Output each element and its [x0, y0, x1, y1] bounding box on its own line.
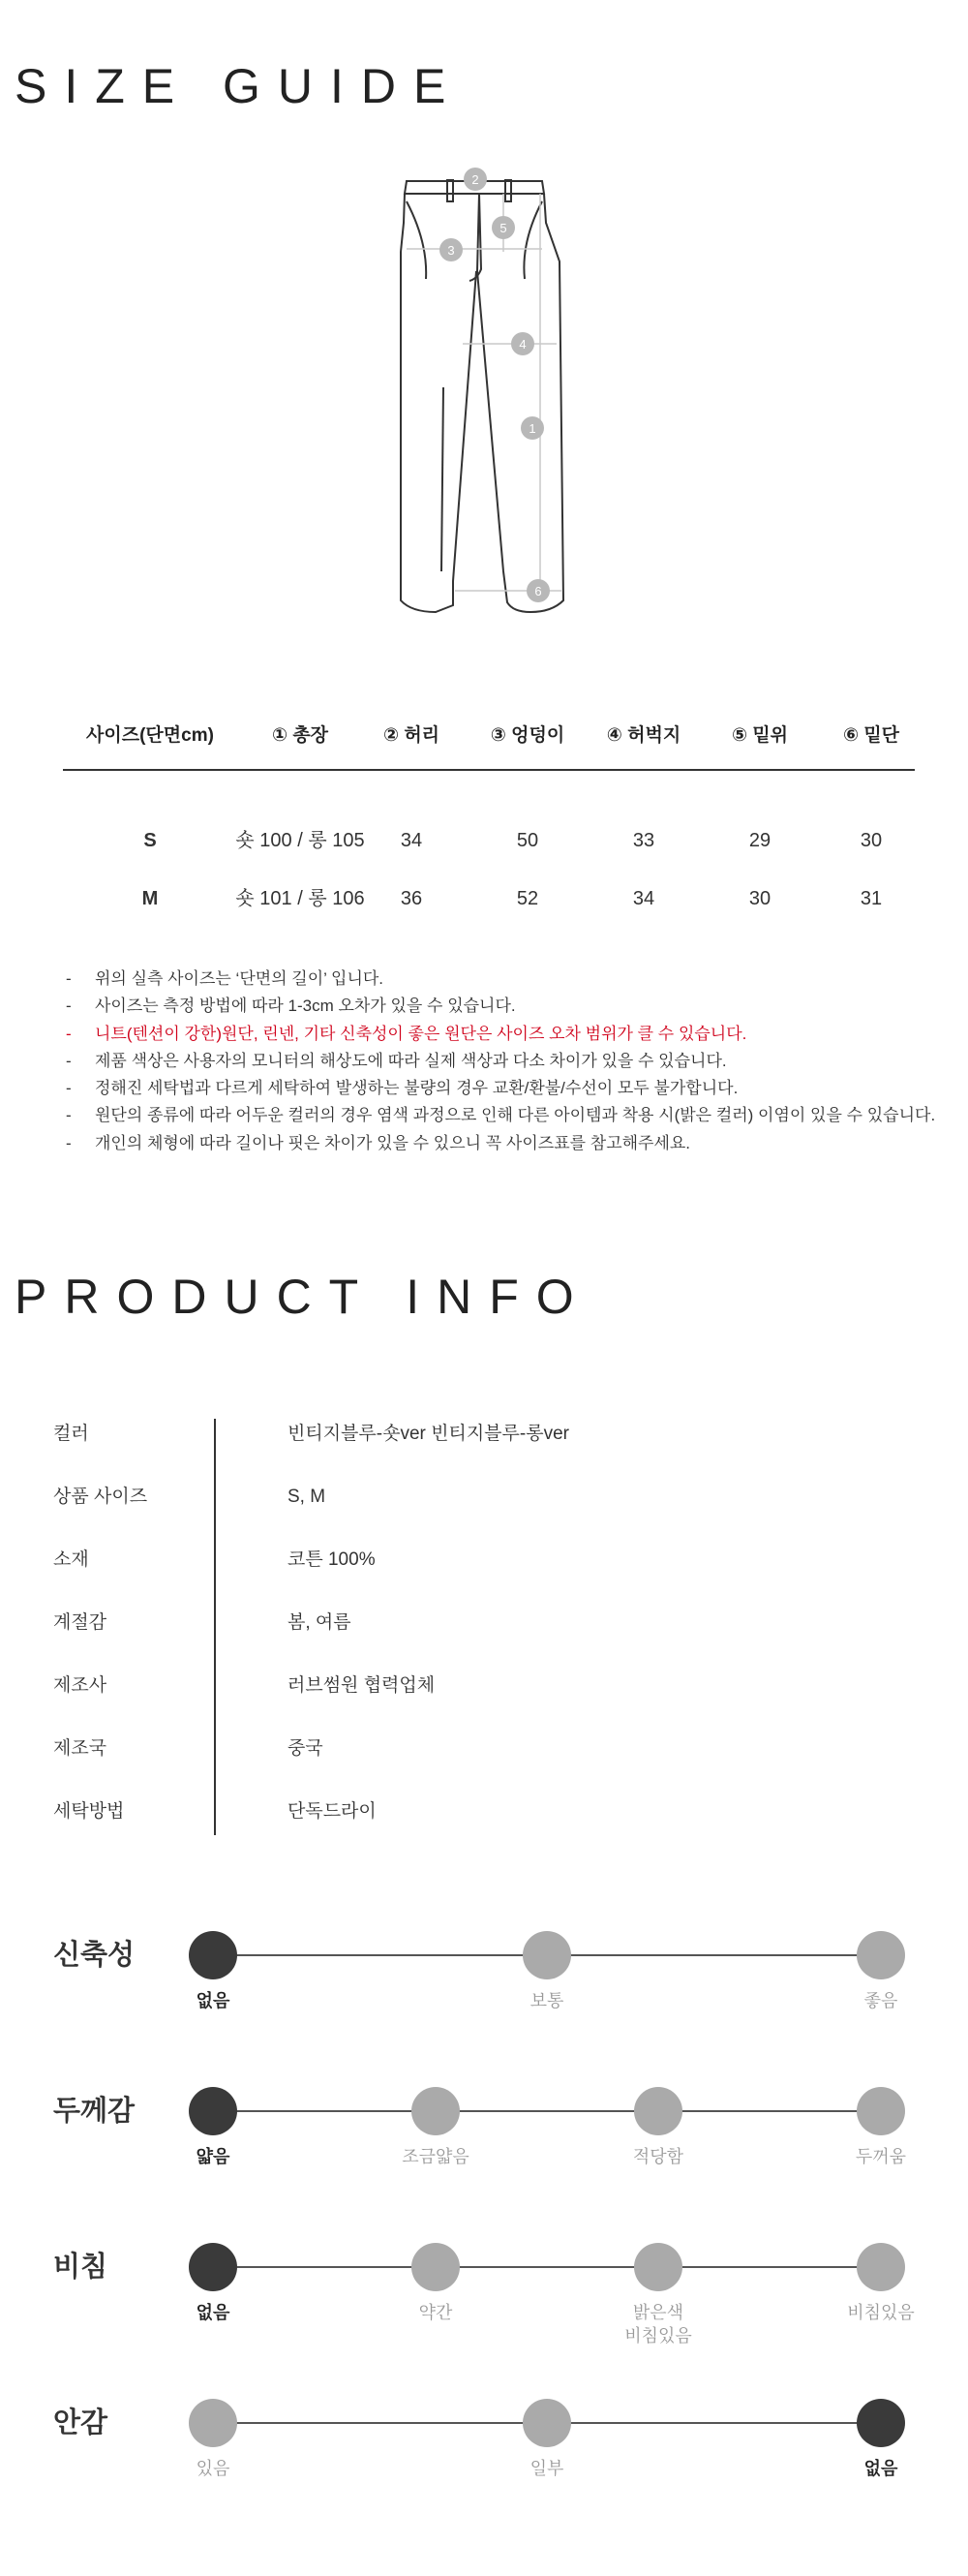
- info-row-size: [53, 1479, 924, 1542]
- svg-text:3: 3: [447, 243, 455, 258]
- scale-option-label: 얇음: [196, 2147, 230, 2166]
- scale-option-label: 적당함: [632, 2147, 684, 2166]
- pants-diagram: [368, 165, 600, 620]
- scale-sheerness: [0, 2243, 968, 2359]
- info-value: 러브썸원 협력업체: [287, 1675, 436, 1696]
- scale-dot: [189, 2399, 237, 2447]
- table-cell: 30: [748, 888, 771, 909]
- scale-option-label: 없음: [863, 2459, 898, 2478]
- scale-dot: [523, 2399, 571, 2447]
- info-value: S, M: [287, 1487, 326, 1507]
- scale-dot: [634, 2087, 682, 2135]
- table-cell: S: [143, 830, 157, 851]
- info-value: 코튼 100%: [287, 1549, 376, 1570]
- info-key: 제조국: [53, 1738, 107, 1759]
- scale-dot: [523, 1931, 571, 1979]
- scale-dot: [857, 2087, 905, 2135]
- table-cell: 50: [516, 830, 539, 851]
- table-cell: 30: [860, 830, 883, 851]
- info-value: 빈티지블루-숏ver 빈티지블루-롱ver: [287, 1424, 569, 1444]
- info-key: 컬러: [53, 1424, 89, 1444]
- scale-option-label: 없음: [196, 1991, 230, 2010]
- table-cell: 36: [400, 888, 423, 909]
- scale-label: 비침: [53, 2252, 108, 2283]
- table-cell: 52: [516, 888, 539, 909]
- scale-thickness: [0, 2087, 968, 2203]
- scale-dot-selected: [189, 2243, 237, 2291]
- table-header-row: [63, 707, 915, 765]
- svg-text:5: 5: [499, 221, 507, 235]
- note-item: - 제품 색상은 사용자의 모니터의 해상도에 따라 실제 색상과 다소 차이가 있을 수 있습니다.: [66, 1051, 727, 1070]
- table-header-cell: ④ 허벅지: [606, 725, 681, 746]
- scale-track: [213, 2266, 881, 2268]
- info-row-material: [53, 1542, 924, 1605]
- table-cell: 숏 101 / 롱 106: [235, 888, 365, 909]
- scale-dot-selected: [189, 2087, 237, 2135]
- product-info-title: PRODUCT INFO: [15, 1270, 591, 1324]
- scale-stretch: [0, 1931, 968, 2047]
- scale-option-label: 일부: [529, 2459, 564, 2478]
- size-notes: [66, 966, 935, 1157]
- scale-dot: [857, 1931, 905, 1979]
- note-item: - 위의 실측 사이즈는 ‘단면의 길이’ 입니다.: [66, 969, 384, 988]
- svg-text:6: 6: [534, 584, 542, 598]
- table-header-cell: ⑤ 밑위: [731, 725, 789, 746]
- scale-dot: [411, 2087, 460, 2135]
- scale-lining: [0, 2399, 968, 2515]
- scale-option-label: 좋음: [863, 1991, 898, 2010]
- info-row-season: [53, 1605, 924, 1668]
- size-table: [63, 707, 915, 928]
- info-row-country: [53, 1731, 924, 1794]
- info-row-color: [53, 1416, 924, 1479]
- note-item-warning: - 니트(텐션이 강한)원단, 린넨, 기타 신축성이 좋은 원단은 사이즈 오차 범위가 클 수 있습니다.: [66, 1024, 747, 1043]
- scale-option-label: 없음: [196, 2303, 230, 2322]
- scale-label: 안감: [53, 2407, 108, 2438]
- scale-track: [213, 2110, 881, 2112]
- info-key: 제조사: [53, 1675, 107, 1696]
- info-key: 소재: [53, 1549, 89, 1570]
- table-cell: M: [141, 888, 159, 909]
- info-key: 세탁방법: [53, 1801, 125, 1822]
- svg-text:2: 2: [471, 172, 479, 187]
- note-item: - 원단의 종류에 따라 어두운 컬러의 경우 염색 과정으로 인해 다른 아이템과 착용 시(밝은 컬러) 이염이 있을 수 있습니다.: [66, 1106, 936, 1125]
- table-cell: 33: [632, 830, 655, 851]
- table-header-cell: ① 총장: [271, 725, 329, 746]
- scale-dot-selected: [189, 1931, 237, 1979]
- svg-text:1: 1: [529, 421, 536, 436]
- table-cell: 숏 100 / 롱 105: [235, 830, 365, 851]
- info-key: 상품 사이즈: [53, 1487, 148, 1507]
- table-header-cell: ② 허리: [382, 725, 440, 746]
- info-value: 봄, 여름: [287, 1612, 351, 1633]
- size-guide-title: SIZE GUIDE: [15, 59, 464, 113]
- note-item: - 정해진 세탁법과 다르게 세탁하여 발생하는 불량의 경우 교환/환불/수선이 모두 불가합니다.: [66, 1079, 739, 1098]
- table-header-divider: [63, 769, 915, 771]
- table-header-cell: ⑥ 밑단: [842, 725, 900, 746]
- scale-dot: [411, 2243, 460, 2291]
- scale-option-label: 밝은색 비침있음: [624, 2303, 692, 2346]
- table-header-cell: ③ 엉덩이: [490, 725, 565, 746]
- info-row-manufacturer: [53, 1668, 924, 1731]
- scale-dot-selected: [857, 2399, 905, 2447]
- scale-dot: [634, 2243, 682, 2291]
- table-cell: 34: [400, 830, 423, 851]
- scale-option-label: 약간: [418, 2303, 453, 2322]
- note-item: - 사이즈는 측정 방법에 따라 1-3cm 오차가 있을 수 있습니다.: [66, 997, 516, 1016]
- info-value: 단독드라이: [287, 1801, 377, 1822]
- scale-option-label: 비침있음: [847, 2303, 915, 2322]
- scale-option-label: 있음: [196, 2459, 230, 2478]
- scale-option-label: 보통: [529, 1991, 564, 2010]
- scale-dot: [857, 2243, 905, 2291]
- table-header-cell: 사이즈(단면cm): [86, 725, 214, 746]
- info-value: 중국: [287, 1738, 323, 1759]
- scale-option-label: 두꺼움: [855, 2147, 907, 2166]
- note-item: - 개인의 체형에 따라 길이나 핏은 차이가 있을 수 있으니 꼭 사이즈표를 참고해주세요.: [66, 1133, 691, 1152]
- table-cell: 29: [748, 830, 771, 851]
- info-key: 계절감: [53, 1612, 107, 1633]
- table-row: [63, 870, 915, 928]
- table-row: [63, 812, 915, 870]
- table-cell: 31: [860, 888, 883, 909]
- scale-label: 신축성: [53, 1940, 136, 1971]
- table-cell: 34: [632, 888, 655, 909]
- svg-text:4: 4: [519, 337, 527, 352]
- scale-label: 두께감: [53, 2096, 136, 2127]
- scale-option-label: 조금얇음: [402, 2147, 469, 2166]
- info-row-washing: [53, 1794, 924, 1856]
